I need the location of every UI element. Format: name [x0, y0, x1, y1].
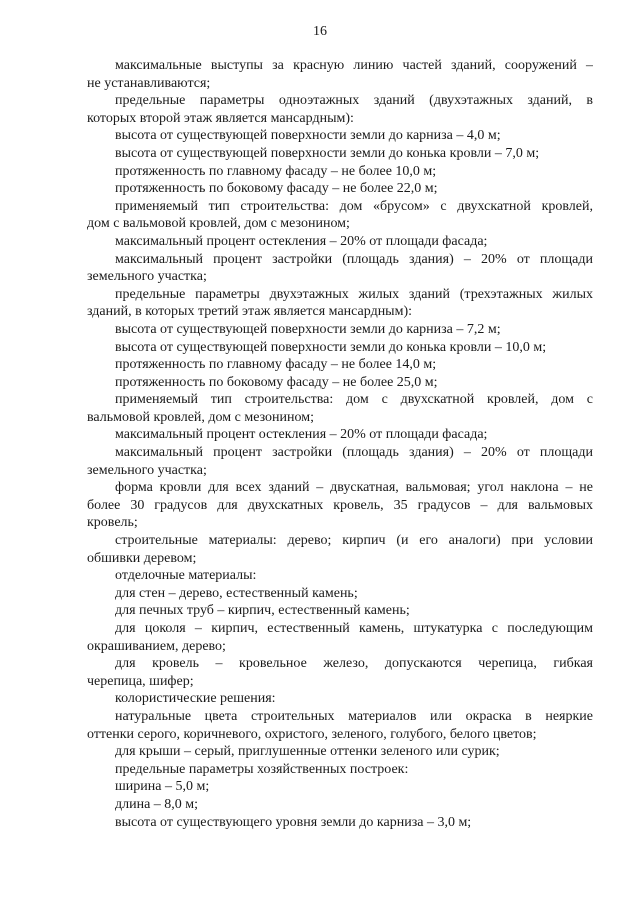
text-line: земельного участка;: [87, 269, 207, 285]
text-line: протяженность по главному фасаду – не более 14,0 м;: [115, 357, 437, 373]
text-line: максимальный процент застройки (площадь здания) – 20% от площади: [115, 251, 593, 267]
text-line: максимальные выступы за красную линию частей зданий, сооружений –: [115, 58, 593, 73]
document-body: [87, 57, 593, 831]
text-line: высота от существующего уровня земли до карниза – 3,0 м;: [115, 814, 472, 830]
text-line: обшивки деревом;: [87, 550, 197, 566]
text-line: для кровель – кровельное железо, допускаются черепица, гибкая: [115, 656, 593, 672]
text-line: применяемый тип строительства: дом «брусом» с двухскатной кровлей,: [115, 198, 593, 214]
text-line: зданий, в которых третий этаж является мансардным):: [87, 304, 413, 320]
text-line: предельные параметры одноэтажных зданий (двухэтажных зданий, в: [115, 93, 593, 109]
text-line: форма кровли для всех зданий – двускатная, вальмовая; угол наклона – не: [115, 480, 593, 496]
text-line: земельного участка;: [87, 462, 207, 478]
text-line: высота от существующей поверхности земли до карниза – 7,2 м;: [115, 321, 501, 337]
text-line: вальмовой кровлей, дом с мезонином;: [87, 409, 315, 425]
text-line: окрашиванием, дерево;: [87, 638, 226, 654]
text-line: протяженность по боковому фасаду – не более 22,0 м;: [115, 181, 438, 197]
text-line: для печных труб – кирпич, естественный камень;: [115, 603, 410, 619]
text-line: длина – 8,0 м;: [115, 796, 199, 812]
text-line: которых второй этаж является мансардным):: [87, 110, 354, 126]
text-line: применяемый тип строительства: дом с двухскатной кровлей, дом с: [115, 392, 593, 408]
text-line: ширина – 5,0 м;: [115, 779, 210, 795]
text-line: оттенки серого, коричневого, охристого, зеленого, голубого, белого цветов;: [87, 726, 537, 742]
text-line: протяженность по главному фасаду – не более 10,0 м;: [115, 163, 437, 179]
text-line: более 30 градусов для двухскатных кровель, 35 градусов – для вальмовых: [87, 497, 593, 513]
text-line: максимальный процент застройки (площадь здания) – 20% от площади: [115, 445, 593, 461]
text-line: предельные параметры хозяйственных построек:: [115, 761, 409, 777]
text-line: высота от существующей поверхности земли до карниза – 4,0 м;: [115, 128, 501, 144]
text-line: кровель;: [87, 515, 138, 531]
text-line: строительные материалы: дерево; кирпич (и его аналоги) при условии: [115, 533, 593, 549]
text-line: отделочные материалы:: [115, 568, 257, 584]
text-line: для стен – дерево, естественный камень;: [115, 585, 358, 601]
text-line: высота от существующей поверхности земли до конька кровли – 7,0 м;: [115, 145, 540, 161]
text-line: натуральные цвета строительных материалов или окраска в неяркие: [115, 708, 593, 724]
page-number: 16: [313, 24, 327, 39]
text-line: для цоколя – кирпич, естественный камень, штукатурка с последующим: [115, 621, 593, 636]
text-line: дом с вальмовой кровлей, дом с мезонином;: [87, 216, 350, 232]
text-line: максимальный процент остекления – 20% от площади фасада;: [115, 427, 488, 443]
text-line: протяженность по боковому фасаду – не более 25,0 м;: [115, 374, 438, 390]
text-line: не устанавливаются;: [87, 75, 211, 91]
text-line: высота от существующей поверхности земли до конька кровли – 10,0 м;: [115, 339, 547, 355]
text-line: черепица, шифер;: [87, 673, 194, 689]
text-line: колористические решения:: [115, 691, 276, 707]
text-line: для крыши – серый, приглушенные оттенки зеленого или сурик;: [115, 744, 500, 760]
text-line: предельные параметры двухэтажных жилых зданий (трехэтажных жилых: [115, 286, 593, 302]
text-line: максимальный процент остекления – 20% от площади фасада;: [115, 233, 488, 249]
